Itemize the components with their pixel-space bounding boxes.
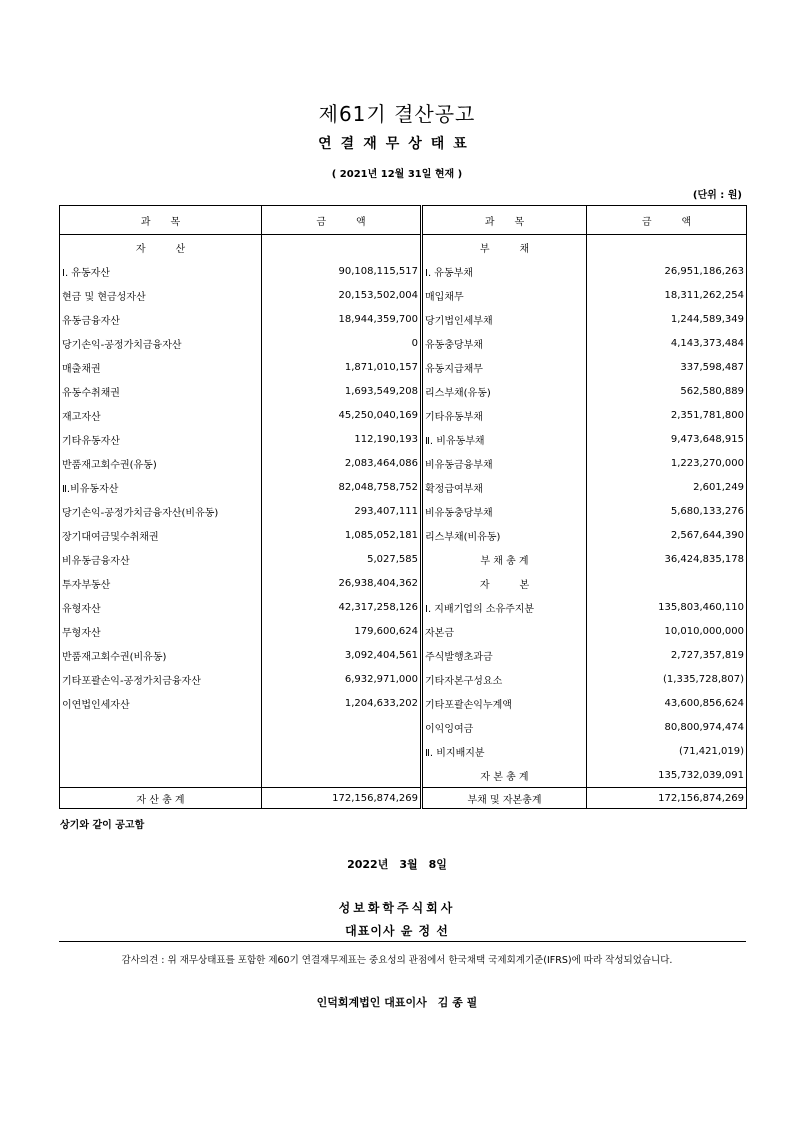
totals-row [60, 788, 747, 809]
liability-amount: 135,803,460,110 [587, 595, 747, 619]
liability-account: 리스부채(비유동) [422, 523, 587, 547]
table-row [60, 307, 747, 331]
liability-account: 부 채 총 계 [422, 547, 587, 571]
page-title: 제61기 결산공고 [318, 102, 476, 126]
liability-account: 자 본 [422, 571, 587, 595]
table-row [60, 595, 747, 619]
asset-amount: 90,108,115,517 [262, 259, 422, 283]
asset-account: 현금 및 현금성자산 [60, 283, 262, 307]
liability-amount: 36,424,835,178 [587, 547, 747, 571]
balance-sheet-table [59, 205, 747, 809]
asset-account: 기타포괄손익-공정가치금융자산 [60, 667, 262, 691]
asset-amount: 293,407,111 [262, 499, 422, 523]
liability-account: 유동충당부채 [422, 331, 587, 355]
header-account-left: 과 목 [60, 206, 262, 235]
table-row [60, 619, 747, 643]
unit-label: (단위 : 원) [692, 190, 742, 201]
table-row [60, 715, 747, 739]
asset-account: 반품재고회수권(유동) [60, 451, 262, 475]
asset-amount [262, 739, 422, 763]
asset-amount: 179,600,624 [262, 619, 422, 643]
asset-account: 유동금융자산 [60, 307, 262, 331]
table-row [60, 235, 747, 260]
asset-account: 당기손익-공정가치금융자산 [60, 331, 262, 355]
table-row [60, 355, 747, 379]
table-row [60, 691, 747, 715]
liability-account: Ⅱ. 비지배지분 [422, 739, 587, 763]
asset-amount: 0 [262, 331, 422, 355]
liability-account: Ⅱ. 비유동부채 [422, 427, 587, 451]
asset-account: 이연법인세자산 [60, 691, 262, 715]
liability-amount: 4,143,373,484 [587, 331, 747, 355]
asset-account: 유동수취채권 [60, 379, 262, 403]
liability-amount: 10,010,000,000 [587, 619, 747, 643]
asset-amount: 2,083,464,086 [262, 451, 422, 475]
liability-amount: 5,680,133,276 [587, 499, 747, 523]
liability-account: 리스부채(유동) [422, 379, 587, 403]
liability-amount: 2,567,644,390 [587, 523, 747, 547]
asset-account: 반품재고회수권(비유동) [60, 643, 262, 667]
asset-amount: 45,250,040,169 [262, 403, 422, 427]
table-header-row [60, 206, 747, 235]
liability-account: 유동지급채무 [422, 355, 587, 379]
asset-amount [262, 715, 422, 739]
table-row [60, 427, 747, 451]
asset-amount [262, 235, 422, 260]
table-row [60, 667, 747, 691]
liability-amount: (1,335,728,807) [587, 667, 747, 691]
asset-amount: 1,085,052,181 [262, 523, 422, 547]
ceo-name: 대표이사 윤 정 선 [345, 924, 449, 938]
asset-account: 장기대여금및수취채권 [60, 523, 262, 547]
total-liabilities-equity-value: 172,156,874,269 [587, 788, 747, 809]
asset-account: 무형자산 [60, 619, 262, 643]
liability-amount: 2,727,357,819 [587, 643, 747, 667]
asset-amount: 1,871,010,157 [262, 355, 422, 379]
table-row [60, 331, 747, 355]
liability-account: 확정급여부채 [422, 475, 587, 499]
asset-account: 기타유동자산 [60, 427, 262, 451]
table-row [60, 571, 747, 595]
liability-account: 비유동충당부채 [422, 499, 587, 523]
liability-amount [587, 571, 747, 595]
statement-title: 연결재무상태표 [318, 136, 476, 152]
asset-amount: 112,190,193 [262, 427, 422, 451]
asset-amount: 42,317,258,126 [262, 595, 422, 619]
asset-amount: 5,027,585 [262, 547, 422, 571]
asset-account [60, 715, 262, 739]
liability-account: Ⅰ. 유동부채 [422, 259, 587, 283]
table-row [60, 643, 747, 667]
asset-amount: 3,092,404,561 [262, 643, 422, 667]
liability-account: 당기법인세부채 [422, 307, 587, 331]
table-row [60, 499, 747, 523]
as-of-date: ( 2021년 12월 31일 현재 ) [331, 169, 463, 180]
audit-opinion: 감사의견 : 위 재무상태표를 포함한 제60기 연결재무제표는 중요성의 관점에서 한국채택 국제회계기준(IFRS)에 따라 작성되었습니다. [121, 955, 673, 966]
liability-account: 자본금 [422, 619, 587, 643]
divider [59, 941, 746, 942]
total-assets-label: 자 산 총 계 [60, 788, 262, 809]
auditor-name: 인덕회계법인 대표이사 김 종 필 [316, 996, 478, 1009]
notice-text: 상기와 같이 공고함 [60, 820, 145, 831]
table-row [60, 523, 747, 547]
liability-amount: 2,351,781,800 [587, 403, 747, 427]
liability-amount: 337,598,487 [587, 355, 747, 379]
asset-amount [262, 763, 422, 788]
liability-amount: 2,601,249 [587, 475, 747, 499]
header-amount-left: 금 액 [262, 206, 422, 235]
liability-amount: 1,244,589,349 [587, 307, 747, 331]
total-assets-value: 172,156,874,269 [262, 788, 422, 809]
asset-amount: 1,693,549,208 [262, 379, 422, 403]
table-row [60, 283, 747, 307]
liability-account: 주식발행초과금 [422, 643, 587, 667]
liability-amount: 43,600,856,624 [587, 691, 747, 715]
liability-amount: 1,223,270,000 [587, 451, 747, 475]
total-liabilities-equity-label: 부채 및 자본총계 [422, 788, 587, 809]
table-row [60, 451, 747, 475]
asset-amount: 82,048,758,752 [262, 475, 422, 499]
asset-account: 당기손익-공정가치금융자산(비유동) [60, 499, 262, 523]
header-account-right: 과 목 [422, 206, 587, 235]
asset-account [60, 763, 262, 788]
asset-account: Ⅱ.비유동자산 [60, 475, 262, 499]
asset-account [60, 739, 262, 763]
table-row [60, 379, 747, 403]
table-row [60, 739, 747, 763]
table-row [60, 547, 747, 571]
liability-account: 부 채 [422, 235, 587, 260]
liability-amount: 135,732,039,091 [587, 763, 747, 788]
liability-account: 기타자본구성요소 [422, 667, 587, 691]
liability-account: 비유동금융부채 [422, 451, 587, 475]
table-row [60, 259, 747, 283]
liability-amount: 80,800,974,474 [587, 715, 747, 739]
asset-amount: 6,932,971,000 [262, 667, 422, 691]
liability-amount [587, 235, 747, 260]
table-row [60, 763, 747, 788]
asset-account: 재고자산 [60, 403, 262, 427]
liability-amount: 26,951,186,263 [587, 259, 747, 283]
notice-date: 2022년 3월 8일 [347, 858, 447, 871]
company-name: 성보화학주식회사 [338, 901, 456, 915]
asset-account: Ⅰ. 유동자산 [60, 259, 262, 283]
asset-amount: 1,204,633,202 [262, 691, 422, 715]
asset-account: 투자부동산 [60, 571, 262, 595]
table-row [60, 475, 747, 499]
asset-account: 비유동금융자산 [60, 547, 262, 571]
liability-account: 기타포괄손익누계액 [422, 691, 587, 715]
asset-amount: 20,153,502,004 [262, 283, 422, 307]
header-amount-right: 금 액 [587, 206, 747, 235]
asset-account: 유형자산 [60, 595, 262, 619]
table-row [60, 403, 747, 427]
asset-amount: 18,944,359,700 [262, 307, 422, 331]
liability-amount: (71,421,019) [587, 739, 747, 763]
liability-account: 이익잉여금 [422, 715, 587, 739]
liability-account: Ⅰ. 지배기업의 소유주지분 [422, 595, 587, 619]
liability-account: 기타유동부채 [422, 403, 587, 427]
asset-account: 자 산 [60, 235, 262, 260]
liability-account: 자 본 총 계 [422, 763, 587, 788]
liability-account: 매입채무 [422, 283, 587, 307]
liability-amount: 562,580,889 [587, 379, 747, 403]
liability-amount: 9,473,648,915 [587, 427, 747, 451]
asset-amount: 26,938,404,362 [262, 571, 422, 595]
asset-account: 매출채권 [60, 355, 262, 379]
liability-amount: 18,311,262,254 [587, 283, 747, 307]
